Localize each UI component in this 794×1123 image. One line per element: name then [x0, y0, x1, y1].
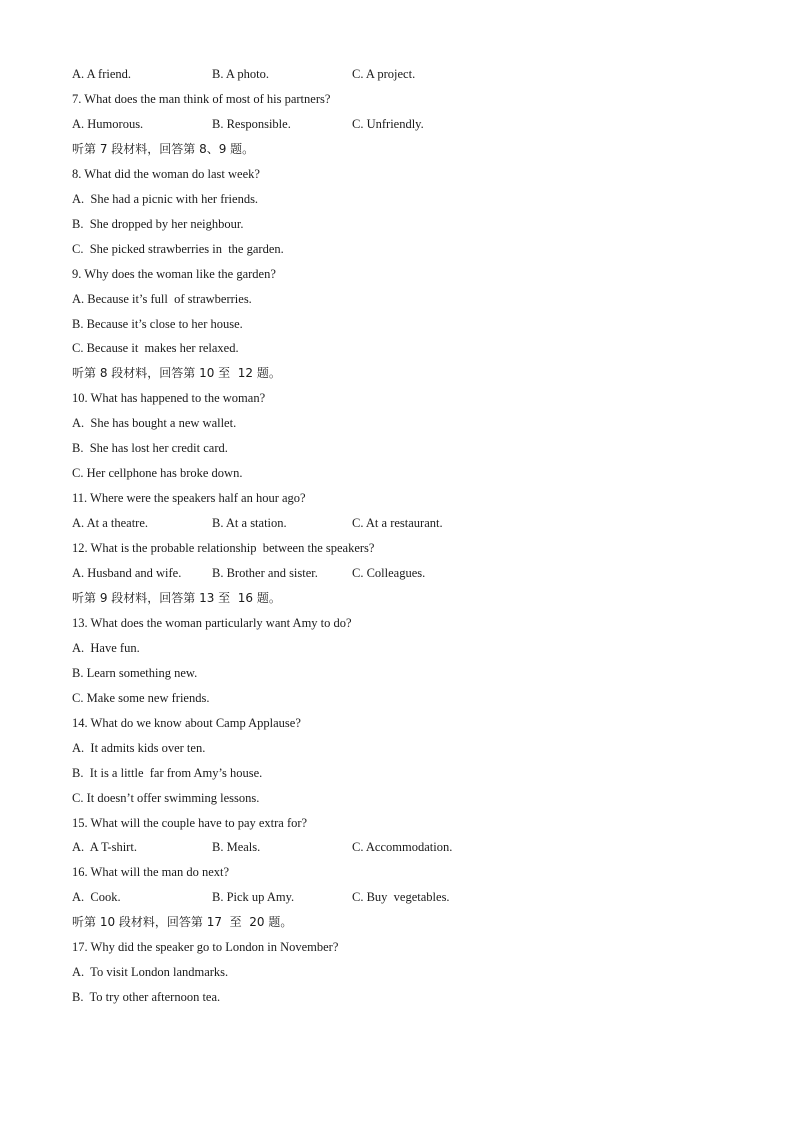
- question-line: 9. Why does the woman like the garden?: [72, 267, 276, 281]
- question-line: A. It admits kids over ten.: [72, 741, 206, 755]
- answer-option: C. Accommodation.: [352, 840, 453, 854]
- question-line: C. She picked strawberries in the garden.: [72, 242, 284, 256]
- question-line: 15. What will the couple have to pay extra for?: [72, 816, 308, 830]
- question-line: 10. What has happened to the woman?: [72, 391, 266, 405]
- answer-option: C. Colleagues.: [352, 566, 426, 580]
- answer-option: A. At a theatre.: [72, 516, 149, 530]
- answer-option: B. Pick up Amy.: [212, 890, 295, 904]
- question-line: 11. Where were the speakers half an hour ago?: [72, 491, 306, 505]
- question-line: C. Her cellphone has broke down.: [72, 466, 243, 480]
- question-line: A. She has bought a new wallet.: [72, 416, 237, 430]
- answer-option: A. Husband and wife.: [72, 566, 182, 580]
- question-line: 8. What did the woman do last week?: [72, 167, 260, 181]
- section-heading: 听第 8 段材料，回答第 10 至 12 题。: [72, 366, 281, 380]
- answer-option: A. Cook.: [72, 890, 121, 904]
- question-line: 17. Why did the speaker go to London in November?: [72, 940, 339, 954]
- answer-option: B. A photo.: [212, 67, 269, 81]
- question-line: B. Learn something new.: [72, 666, 198, 680]
- question-line: A. To visit London landmarks.: [72, 965, 229, 979]
- question-line: B. It is a little far from Amy’s house.: [72, 766, 263, 780]
- question-line: C. It doesn’t offer swimming lessons.: [72, 791, 260, 805]
- answer-option: B. At a station.: [212, 516, 287, 530]
- answer-option: A. Humorous.: [72, 117, 144, 131]
- answer-option: A. A friend.: [72, 67, 132, 81]
- section-heading: 听第 7 段材料，回答第 8、9 题。: [72, 142, 255, 156]
- answer-option: B. Brother and sister.: [212, 566, 318, 580]
- question-line: B. She has lost her credit card.: [72, 441, 228, 455]
- question-line: A. She had a picnic with her friends.: [72, 192, 259, 206]
- answer-option: A. A T-shirt.: [72, 840, 137, 854]
- question-line: B. To try other afternoon tea.: [72, 990, 221, 1004]
- section-heading: 听第 10 段材料，回答第 17 至 20 题。: [72, 915, 293, 929]
- answer-option: C. At a restaurant.: [352, 516, 443, 530]
- section-heading: 听第 9 段材料，回答第 13 至 16 题。: [72, 591, 281, 605]
- question-line: B. Because it’s close to her house.: [72, 317, 243, 331]
- question-line: C. Make some new friends.: [72, 691, 210, 705]
- answer-option: C. A project.: [352, 67, 416, 81]
- question-line: 7. What does the man think of most of his partners?: [72, 92, 331, 106]
- question-line: A. Have fun.: [72, 641, 140, 655]
- question-line: 14. What do we know about Camp Applause?: [72, 716, 301, 730]
- question-line: C. Because it makes her relaxed.: [72, 341, 239, 355]
- question-line: 12. What is the probable relationship between the speakers?: [72, 541, 375, 555]
- answer-option: C. Buy vegetables.: [352, 890, 450, 904]
- answer-option: B. Meals.: [212, 840, 261, 854]
- question-line: A. Because it’s full of strawberries.: [72, 292, 252, 306]
- question-line: 13. What does the woman particularly want Amy to do?: [72, 616, 352, 630]
- answer-option: B. Responsible.: [212, 117, 291, 131]
- question-line: B. She dropped by her neighbour.: [72, 217, 244, 231]
- answer-option: C. Unfriendly.: [352, 117, 424, 131]
- question-line: 16. What will the man do next?: [72, 865, 230, 879]
